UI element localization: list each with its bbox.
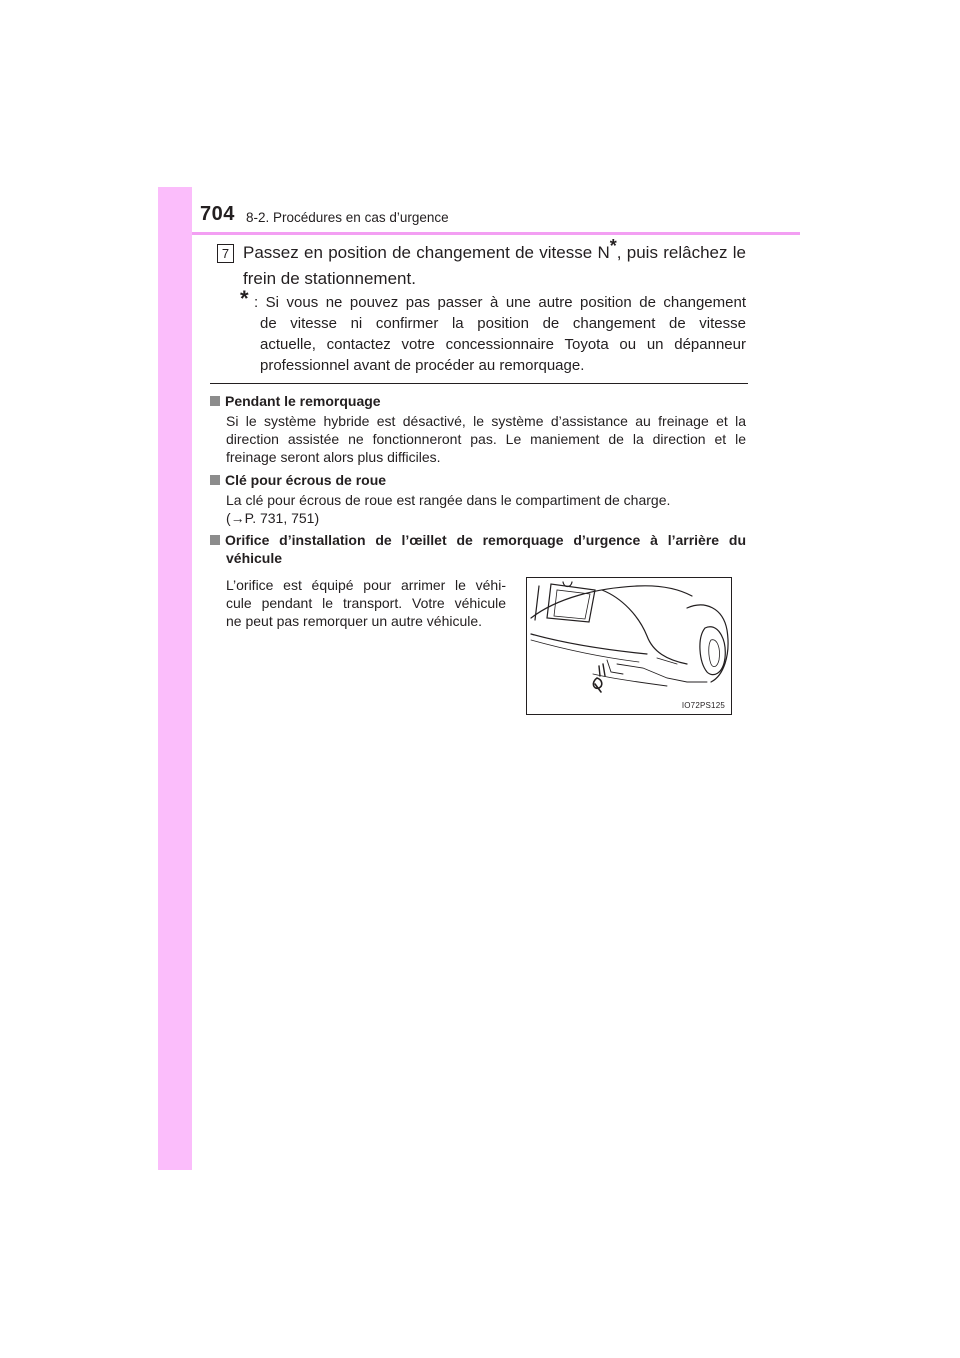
square-bullet-icon — [210, 535, 220, 545]
header-rule — [192, 232, 800, 235]
square-bullet-icon — [210, 396, 220, 406]
chapter-side-band — [158, 187, 192, 1170]
note-heading-wheel-nut-wrench — [210, 471, 386, 489]
note-heading-towing — [210, 392, 381, 410]
footnote-star-marker: * — [240, 286, 249, 311]
step-text — [243, 236, 746, 292]
footnote-line: : Si vous ne pouvez pas passer à une autre position de changement — [254, 294, 746, 311]
note-heading-text: Pendant le remorquage — [225, 393, 381, 409]
page-number: 704 — [200, 203, 235, 225]
step-text-after: , puis relâchez le frein de stationnement. — [243, 243, 746, 288]
note-body-wheel-nut-wrench — [226, 491, 746, 527]
note-line: La clé pour écrous de roue est rangée dans le compartiment de charge. — [226, 492, 671, 508]
note-line: freinage seront alors plus difficiles. — [226, 449, 441, 465]
footnote-line: de vitesse ni confirmer la position de changement de vitesse — [260, 315, 746, 332]
footnote — [254, 292, 746, 376]
note-heading-line: véhicule — [226, 550, 283, 566]
figure-code: IO72PS125 — [681, 701, 725, 710]
section-divider — [210, 383, 748, 384]
note-body-towing-eyelet — [226, 576, 506, 630]
note-body-towing — [226, 412, 746, 466]
rear-towing-eyelet-illustration — [526, 577, 732, 715]
section-title: 8-2. Procédures en cas d’urgence — [246, 210, 449, 225]
note-heading-line: Orifice d’installation de l’œillet de remorquage d’urgence à l’arrière du — [210, 531, 746, 549]
car-rear-drawing — [527, 578, 731, 714]
step-text-before: Passez en position de changement de vitesse N — [243, 243, 610, 262]
note-heading-towing-eyelet — [210, 531, 746, 567]
note-line: L’orifice est équipé pour arrimer le véhi- — [226, 577, 506, 593]
note-line: cule pendant le transport. Votre véhicule — [226, 595, 506, 611]
step-number-box: 7 — [217, 244, 234, 263]
note-line: ne peut pas remorquer un autre véhicule. — [226, 613, 483, 629]
footnote-line: professionnel avant de procéder au remorquage. — [260, 357, 585, 374]
square-bullet-icon — [210, 475, 220, 485]
note-line: direction assistée ne fonctionneront pas. Le maniement de la direction et le — [226, 431, 746, 447]
note-line: Si le système hybride est désactivé, le système d’assistance au freinage et la — [226, 413, 746, 429]
page-reference-link[interactable]: (→P. 731, 751) — [226, 510, 320, 526]
note-heading-text: Clé pour écrous de roue — [225, 472, 387, 488]
step-star-marker: * — [609, 236, 617, 256]
footnote-line: actuelle, contactez votre concessionnaire Toyota ou un dépanneur — [260, 336, 746, 353]
